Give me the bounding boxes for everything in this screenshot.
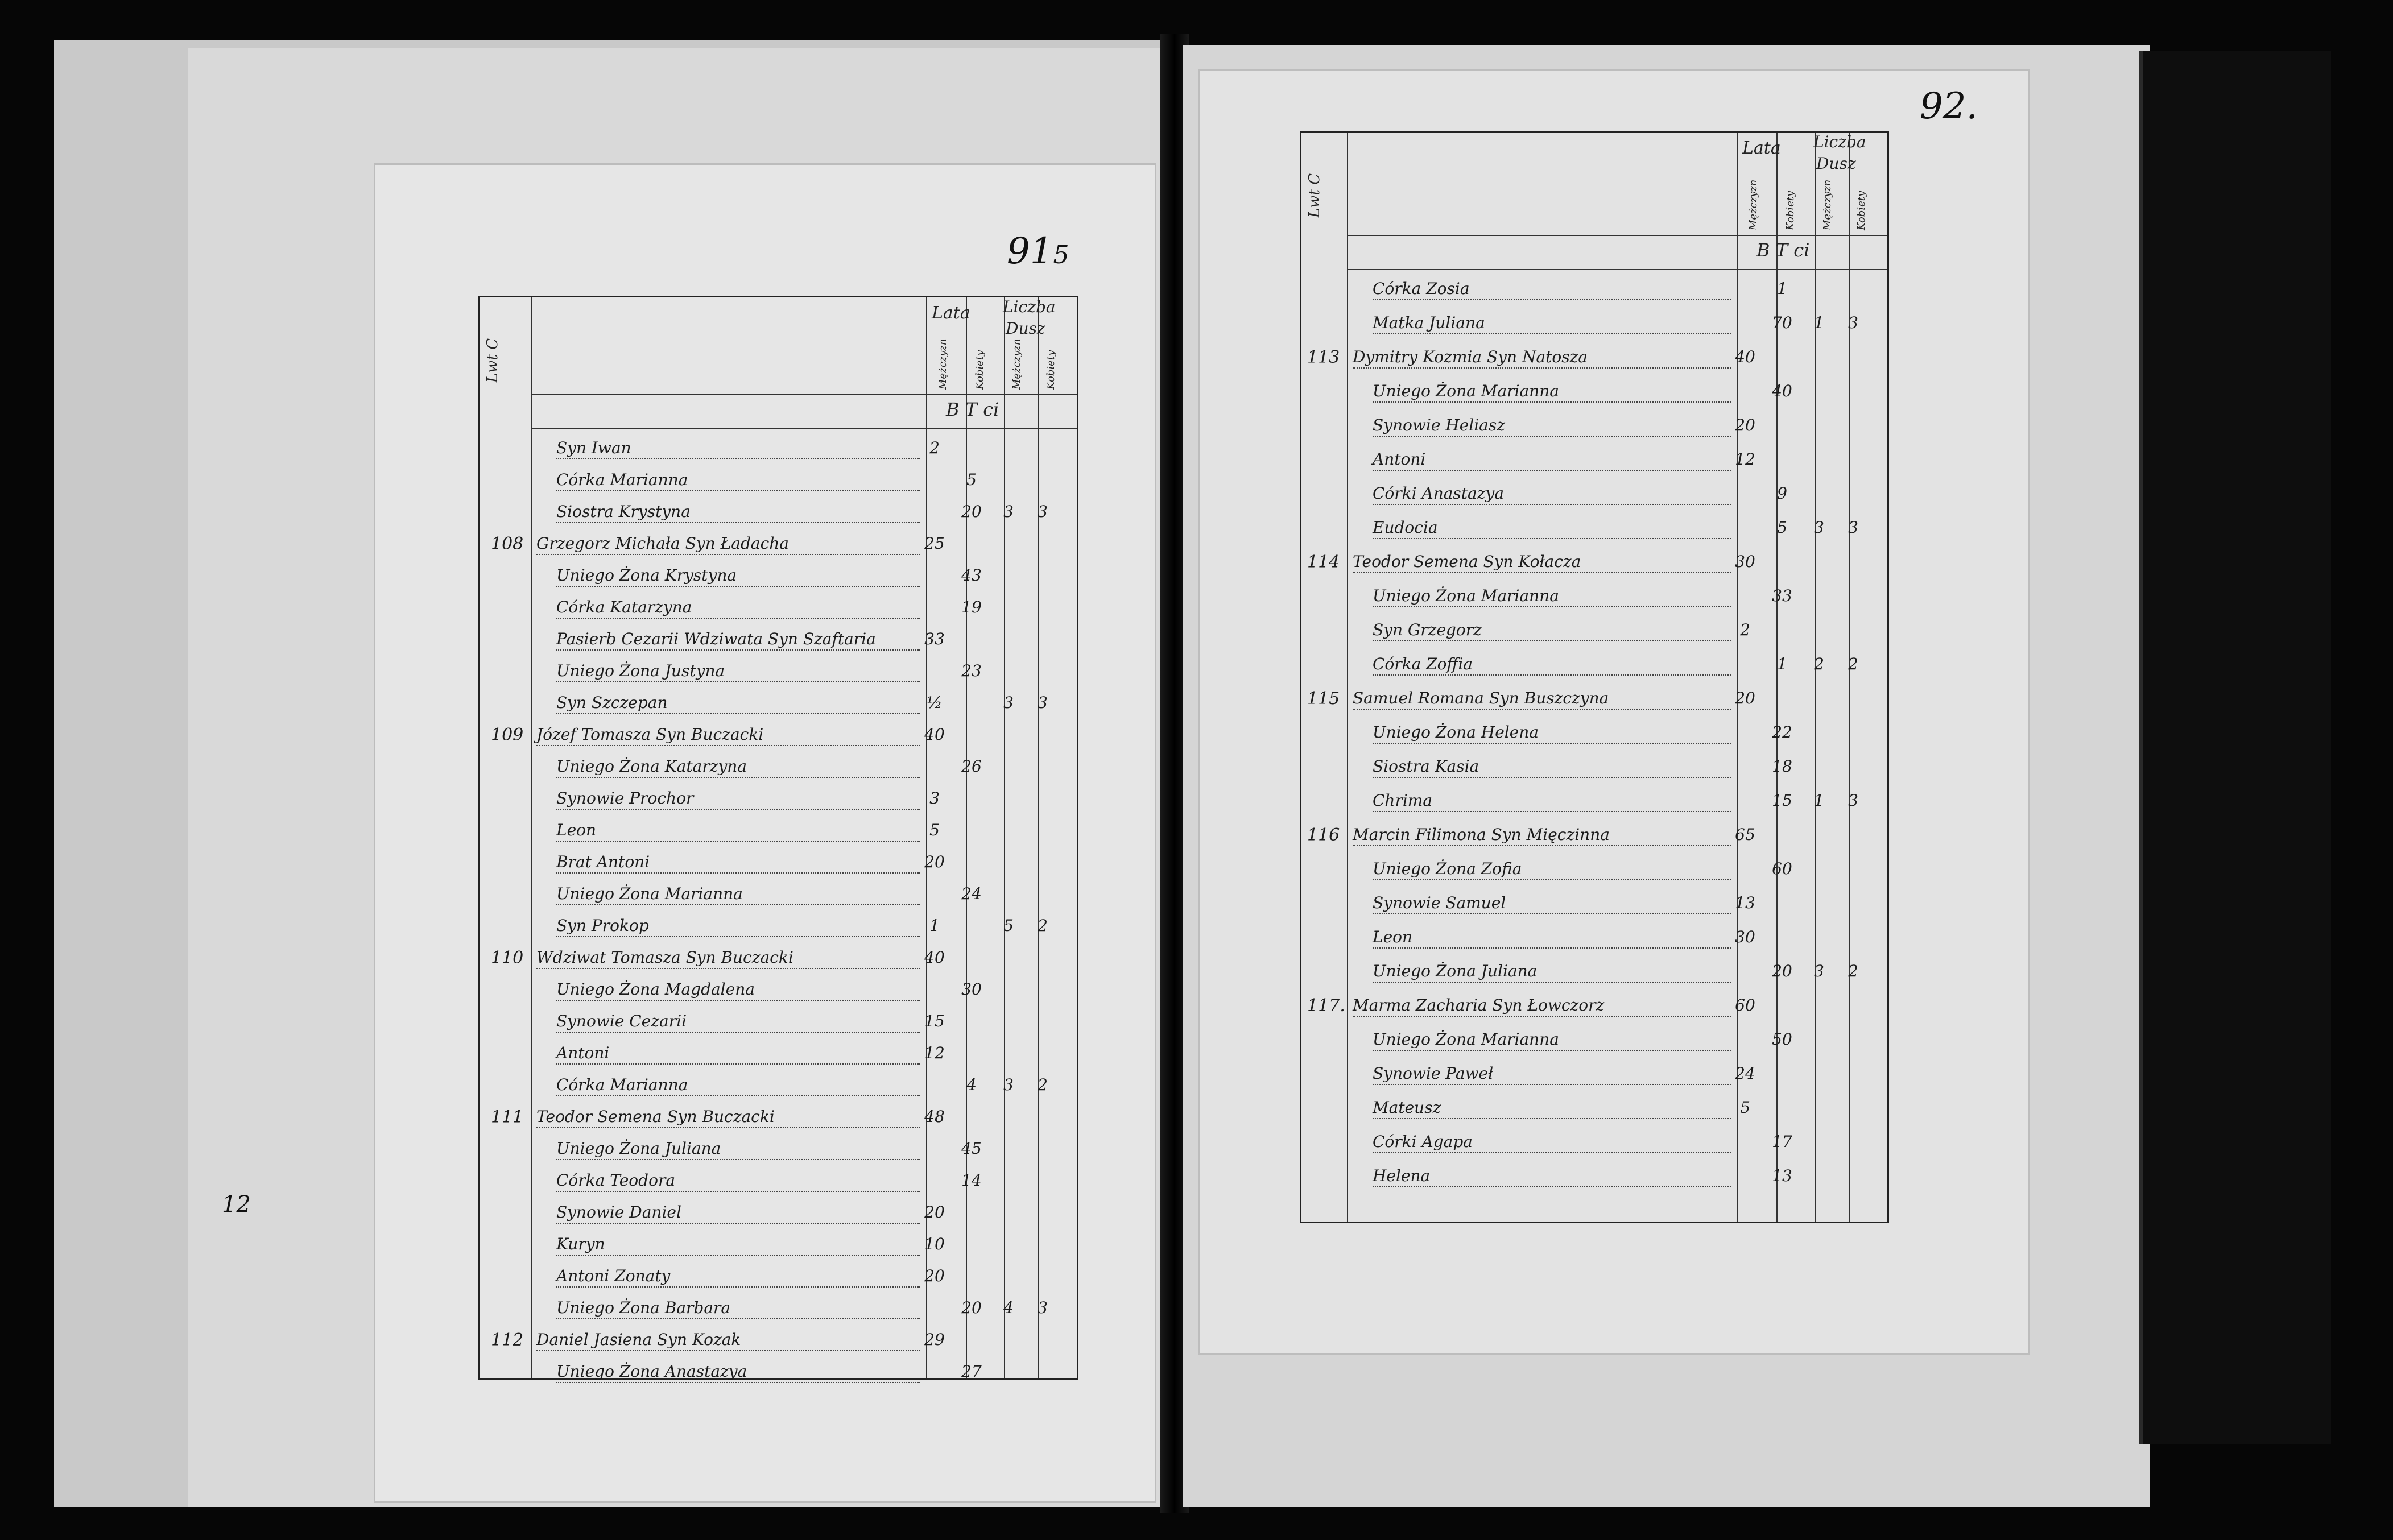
value-a: 48 bbox=[924, 1107, 945, 1126]
header-col-dusz-1: Mężczyzn bbox=[1011, 338, 1023, 390]
household-number: 109 bbox=[491, 725, 524, 745]
value-b: 30 bbox=[961, 980, 982, 999]
ledger-row bbox=[1301, 343, 1887, 374]
ledger-row bbox=[480, 1326, 1077, 1357]
ledger-row bbox=[480, 1230, 1077, 1261]
right-page-number: 92. bbox=[1920, 85, 1978, 127]
header-liczba: Liczba bbox=[1813, 133, 1866, 151]
value-a: 24 bbox=[1735, 1064, 1755, 1083]
ledger-row bbox=[1301, 1128, 1887, 1159]
person-entry: Chrima bbox=[1373, 791, 1731, 812]
ledger-row bbox=[480, 466, 1077, 497]
ledger-side-label: Lwt C bbox=[484, 338, 501, 383]
value-a: 5 bbox=[1740, 1098, 1750, 1117]
person-entry: Uniego Żona Marianna bbox=[1373, 1030, 1731, 1051]
value-a: 1 bbox=[929, 916, 940, 935]
ledger-row bbox=[1301, 275, 1887, 306]
header-section-label: B T ci bbox=[946, 399, 999, 420]
ledger-row bbox=[1301, 1094, 1887, 1125]
ledger-row bbox=[480, 1071, 1077, 1102]
value-b: 23 bbox=[961, 661, 982, 680]
ledger-header-rule bbox=[1347, 235, 1887, 236]
ledger-row bbox=[1301, 718, 1887, 750]
value-a: 12 bbox=[1735, 450, 1755, 469]
value-c: 5 bbox=[1003, 916, 1014, 935]
header-lata: Lata bbox=[932, 303, 970, 323]
value-c: 3 bbox=[1003, 693, 1014, 712]
ledger-row bbox=[480, 1294, 1077, 1325]
header-lata: Lata bbox=[1742, 138, 1781, 158]
ledger-row bbox=[480, 1007, 1077, 1038]
header-liczba: Liczba bbox=[1003, 297, 1056, 316]
header-col-lata-1: Mężczyzn bbox=[937, 338, 949, 390]
value-c: 4 bbox=[1003, 1298, 1014, 1317]
person-entry: Teodor Semena Syn Buczacki bbox=[536, 1107, 920, 1128]
value-d: 3 bbox=[1848, 791, 1858, 810]
ledger-row bbox=[1301, 821, 1887, 852]
value-d: 2 bbox=[1848, 962, 1858, 980]
person-entry: Synowie Paweł bbox=[1373, 1064, 1731, 1085]
ledger-header-rule bbox=[531, 394, 1077, 395]
ledger-row bbox=[480, 943, 1077, 975]
value-d: 3 bbox=[1848, 313, 1858, 332]
value-c: 3 bbox=[1814, 962, 1824, 980]
value-b: 15 bbox=[1772, 791, 1792, 810]
ledger-row bbox=[480, 816, 1077, 847]
value-c: 3 bbox=[1003, 1075, 1014, 1094]
ledger-row bbox=[1301, 684, 1887, 715]
value-b: 50 bbox=[1772, 1030, 1792, 1049]
value-b: 20 bbox=[1772, 962, 1792, 980]
person-entry: Synowie Daniel bbox=[556, 1203, 920, 1224]
value-c: 3 bbox=[1814, 518, 1824, 537]
person-entry: Syn Grzegorz bbox=[1373, 620, 1731, 641]
household-number: 108 bbox=[491, 534, 524, 554]
value-b: 4 bbox=[966, 1075, 977, 1094]
household-number: 115 bbox=[1307, 689, 1340, 709]
ledger-row bbox=[1301, 1059, 1887, 1091]
ledger-row bbox=[1301, 786, 1887, 818]
value-c: 2 bbox=[1814, 655, 1824, 673]
person-entry: Córka Marianna bbox=[556, 470, 920, 491]
person-entry: Samuel Romana Syn Buszczyna bbox=[1353, 689, 1731, 710]
person-entry: Córka Zosia bbox=[1373, 279, 1731, 300]
value-d: 3 bbox=[1038, 1298, 1048, 1317]
value-c: 3 bbox=[1003, 502, 1014, 521]
person-entry: Syn Iwan bbox=[556, 438, 920, 459]
value-b: 19 bbox=[961, 598, 982, 616]
value-a: 3 bbox=[929, 789, 940, 808]
ledger-row bbox=[1301, 514, 1887, 545]
value-b: 27 bbox=[961, 1362, 982, 1381]
value-b: 22 bbox=[1772, 723, 1792, 742]
person-entry: Wdziwat Tomasza Syn Buczacki bbox=[536, 948, 920, 969]
ledger-row bbox=[1301, 855, 1887, 886]
ledger-row bbox=[1301, 548, 1887, 579]
person-entry: Uniego Żona Anastazya bbox=[556, 1362, 920, 1383]
person-entry: Uniego Żona Marianna bbox=[1373, 586, 1731, 607]
left-ledger-table bbox=[478, 296, 1078, 1380]
ledger-row bbox=[1301, 991, 1887, 1022]
person-entry: Leon bbox=[1373, 928, 1731, 949]
person-entry: Uniego Żona Katarzyna bbox=[556, 757, 920, 778]
ledger-section-rule bbox=[1347, 269, 1887, 270]
person-entry: Synowie Cezarii bbox=[556, 1012, 920, 1033]
ledger-row bbox=[480, 434, 1077, 465]
value-a: 20 bbox=[1735, 689, 1755, 707]
person-entry: Siostra Krystyna bbox=[556, 502, 920, 523]
value-a: 10 bbox=[924, 1235, 945, 1253]
person-entry: Grzegorz Michała Syn Ładacha bbox=[536, 534, 920, 555]
person-entry: Uniego Żona Juliana bbox=[556, 1139, 920, 1160]
person-entry: Córki Anastazya bbox=[1373, 484, 1731, 505]
person-entry: Uniego Żona Magdalena bbox=[556, 980, 920, 1001]
person-entry: Uniego Żona Marianna bbox=[1373, 382, 1731, 403]
person-entry: Córka Katarzyna bbox=[556, 598, 920, 619]
value-a: 65 bbox=[1735, 825, 1755, 844]
person-entry: Synowie Prochor bbox=[556, 789, 920, 810]
person-entry: Matka Juliana bbox=[1373, 313, 1731, 334]
value-d: 2 bbox=[1038, 1075, 1048, 1094]
header-col-dusz-2: Kobiety bbox=[1045, 350, 1057, 390]
person-entry: Córka Zoffia bbox=[1373, 655, 1731, 676]
value-b: 60 bbox=[1772, 859, 1792, 878]
ledger-row bbox=[1301, 752, 1887, 784]
person-entry: Synowie Heliasz bbox=[1373, 416, 1731, 437]
value-a: 13 bbox=[1735, 893, 1755, 912]
value-b: 14 bbox=[961, 1171, 982, 1190]
value-d: 3 bbox=[1848, 518, 1858, 537]
person-entry: Uniego Żona Justyna bbox=[556, 661, 920, 682]
ledger-side-label: Lwt C bbox=[1306, 173, 1323, 218]
household-number: 116 bbox=[1307, 825, 1340, 845]
value-a: 15 bbox=[924, 1012, 945, 1030]
person-entry: Eudocia bbox=[1373, 518, 1731, 539]
person-entry: Synowie Samuel bbox=[1373, 893, 1731, 914]
value-b: 43 bbox=[961, 566, 982, 585]
household-number: 112 bbox=[491, 1330, 524, 1350]
person-entry: Marma Zacharia Syn Łowczorz bbox=[1353, 996, 1731, 1017]
person-entry: Antoni bbox=[556, 1044, 920, 1065]
ledger-row bbox=[480, 880, 1077, 911]
person-entry: Brat Antoni bbox=[556, 852, 920, 874]
person-entry: Uniego Żona Barbara bbox=[556, 1298, 920, 1319]
ledger-row bbox=[480, 1135, 1077, 1166]
ledger-row bbox=[1301, 650, 1887, 681]
value-b: 45 bbox=[961, 1139, 982, 1158]
ledger-row bbox=[480, 1103, 1077, 1134]
person-entry: Uniego Żona Helena bbox=[1373, 723, 1731, 744]
left-ledger-sheet bbox=[375, 165, 1155, 1501]
household-number: 111 bbox=[491, 1107, 524, 1127]
value-a: 2 bbox=[929, 438, 940, 457]
ledger-row bbox=[1301, 411, 1887, 442]
person-entry: Uniego Żona Marianna bbox=[556, 884, 920, 905]
value-a: 29 bbox=[924, 1330, 945, 1349]
person-entry: Helena bbox=[1373, 1166, 1731, 1187]
ledger-row bbox=[480, 689, 1077, 720]
person-entry: Córka Marianna bbox=[556, 1075, 920, 1096]
value-c: 1 bbox=[1814, 313, 1824, 332]
ledger-row bbox=[480, 784, 1077, 815]
person-entry: Marcin Filimona Syn Mięczinna bbox=[1353, 825, 1731, 846]
ledger-row bbox=[480, 912, 1077, 943]
ledger-row bbox=[480, 1039, 1077, 1070]
header-col-lata-2: Kobiety bbox=[974, 350, 986, 390]
ledger-section-rule bbox=[531, 428, 1077, 429]
person-entry: Syn Szczepan bbox=[556, 693, 920, 714]
ledger-row bbox=[480, 1166, 1077, 1198]
value-b: 1 bbox=[1777, 279, 1787, 298]
value-a: 20 bbox=[924, 1203, 945, 1222]
value-b: 17 bbox=[1772, 1132, 1792, 1151]
value-b: 70 bbox=[1772, 313, 1792, 332]
ledger-row bbox=[480, 1357, 1077, 1389]
ledger-row bbox=[1301, 445, 1887, 477]
ledger-row bbox=[1301, 582, 1887, 613]
header-section-label: B T ci bbox=[1756, 239, 1810, 261]
value-b: 18 bbox=[1772, 757, 1792, 776]
ledger-row bbox=[1301, 309, 1887, 340]
person-entry: Teodor Semena Syn Kołacza bbox=[1353, 552, 1731, 573]
value-a: 5 bbox=[929, 821, 940, 839]
value-d: 3 bbox=[1038, 502, 1048, 521]
ledger-row bbox=[1301, 889, 1887, 920]
value-b: 5 bbox=[966, 470, 977, 489]
ledger-row bbox=[480, 593, 1077, 624]
household-number: 110 bbox=[491, 948, 524, 968]
header-dusz: Dusz bbox=[1006, 319, 1045, 338]
person-entry: Córka Teodora bbox=[556, 1171, 920, 1192]
household-number: 113 bbox=[1307, 347, 1340, 367]
value-a: 40 bbox=[924, 725, 945, 744]
person-entry: Córki Agapa bbox=[1373, 1132, 1731, 1153]
value-a: 30 bbox=[1735, 552, 1755, 571]
value-a: 25 bbox=[924, 534, 945, 553]
person-entry: Uniego Żona Krystyna bbox=[556, 566, 920, 587]
ledger-row bbox=[480, 657, 1077, 688]
person-entry: Antoni bbox=[1373, 450, 1731, 471]
value-b: 20 bbox=[961, 1298, 982, 1317]
value-b: 24 bbox=[961, 884, 982, 903]
value-d: 3 bbox=[1038, 693, 1048, 712]
value-d: 2 bbox=[1848, 655, 1858, 673]
value-b: 40 bbox=[1772, 382, 1792, 400]
value-c: 1 bbox=[1814, 791, 1824, 810]
header-col-lata-2: Kobiety bbox=[1784, 191, 1796, 230]
value-a: 20 bbox=[924, 852, 945, 871]
person-entry: Siostra Kasia bbox=[1373, 757, 1731, 778]
person-entry: Syn Prokop bbox=[556, 916, 920, 937]
value-a: 12 bbox=[924, 1044, 945, 1062]
value-a: 2 bbox=[1740, 620, 1750, 639]
left-page-number: 915 bbox=[1007, 230, 1069, 272]
person-entry: Leon bbox=[556, 821, 920, 842]
ledger-row bbox=[1301, 923, 1887, 954]
person-entry: Pasierb Cezarii Wdziwata Syn Szaftaria bbox=[556, 630, 920, 651]
ledger-row bbox=[480, 1262, 1077, 1293]
value-a: 60 bbox=[1735, 996, 1755, 1015]
ledger-row bbox=[1301, 377, 1887, 408]
value-a: 33 bbox=[924, 630, 945, 648]
ledger-row bbox=[480, 975, 1077, 1007]
header-col-dusz-1: Mężczyzn bbox=[1821, 179, 1833, 230]
value-b: 1 bbox=[1777, 655, 1787, 673]
value-b: 26 bbox=[961, 757, 982, 776]
ledger-row bbox=[480, 721, 1077, 752]
value-a: 40 bbox=[1735, 347, 1755, 366]
value-d: 2 bbox=[1038, 916, 1048, 935]
value-b: 20 bbox=[961, 502, 982, 521]
value-b: 9 bbox=[1777, 484, 1787, 503]
value-b: 13 bbox=[1772, 1166, 1792, 1185]
value-a: 40 bbox=[924, 948, 945, 967]
ledger-row bbox=[1301, 616, 1887, 647]
ledger-row bbox=[480, 752, 1077, 784]
value-a: 20 bbox=[924, 1266, 945, 1285]
ledger-row bbox=[480, 625, 1077, 656]
header-col-dusz-2: Kobiety bbox=[1855, 191, 1867, 230]
ledger-row bbox=[1301, 957, 1887, 988]
value-b: 5 bbox=[1777, 518, 1787, 537]
household-number: 117. bbox=[1307, 996, 1345, 1016]
person-entry: Mateusz bbox=[1373, 1098, 1731, 1119]
value-a: 30 bbox=[1735, 928, 1755, 946]
header-col-lata-1: Mężczyzn bbox=[1747, 179, 1759, 230]
right-ledger-sheet bbox=[1200, 71, 2028, 1353]
value-a: ½ bbox=[927, 693, 943, 712]
ledger-row bbox=[1301, 1162, 1887, 1193]
value-b: 33 bbox=[1772, 586, 1792, 605]
person-entry: Uniego Żona Juliana bbox=[1373, 962, 1731, 983]
ledger-row bbox=[480, 1198, 1077, 1229]
ledger-row bbox=[480, 498, 1077, 529]
left-margin-note: 12 bbox=[222, 1191, 251, 1218]
header-dusz: Dusz bbox=[1816, 154, 1856, 173]
book-right-edge bbox=[2139, 51, 2331, 1444]
ledger-row bbox=[480, 561, 1077, 593]
person-entry: Uniego Żona Zofia bbox=[1373, 859, 1731, 880]
ledger-row bbox=[480, 529, 1077, 561]
value-a: 20 bbox=[1735, 416, 1755, 434]
right-ledger-table bbox=[1300, 131, 1889, 1223]
household-number: 114 bbox=[1307, 552, 1340, 572]
person-entry: Daniel Jasiena Syn Kozak bbox=[536, 1330, 920, 1351]
person-entry: Dymitry Kozmia Syn Natosza bbox=[1353, 347, 1731, 369]
person-entry: Antoni Zonaty bbox=[556, 1266, 920, 1288]
person-entry: Józef Tomasza Syn Buczacki bbox=[536, 725, 920, 746]
ledger-row bbox=[1301, 479, 1887, 511]
person-entry: Kuryn bbox=[556, 1235, 920, 1256]
ledger-row bbox=[1301, 1025, 1887, 1057]
ledger-row bbox=[480, 848, 1077, 879]
